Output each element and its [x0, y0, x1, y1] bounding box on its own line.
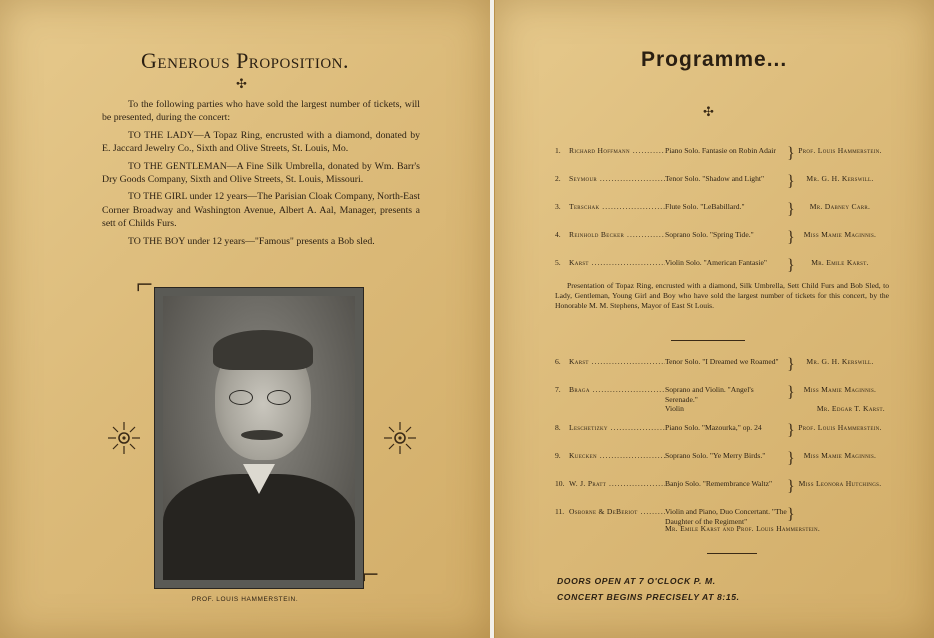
leaf-ornament-icon: ✣	[236, 76, 247, 91]
brace-icon: }	[787, 229, 795, 246]
piece: Banjo Solo. "Remembrance Waltz"	[665, 479, 773, 488]
divider-line	[671, 340, 745, 341]
piece: Tenor Solo. "Shadow and Light"	[665, 174, 765, 183]
composer: Karst .....	[569, 357, 665, 367]
presentation-note: Presentation of Topaz Ring, encrusted with a diamond, Silk Umbrella, Sett Child Furs and Bob Sled, to Lady, Gentleman, Young Girl and Boy who have sold the largest number of tickets for this concert, by the Honorable M. M. Stephens, Mayor of East St Louis.	[555, 281, 889, 310]
programme-item: 3. Terschak ..... Flute Solo. "LeBabillard." } Mr. Dabney Carr.	[555, 202, 885, 221]
piece: Tenor Solo. "I Dreamed we Roamed"	[665, 357, 779, 366]
composer: Seymour .....	[569, 174, 665, 184]
programme-item: 2. Seymour ..... Tenor Solo. "Shadow and Light" } Mr. G. H. Kerswill.	[555, 174, 885, 193]
performer: Mr. Emile Karst.	[811, 258, 869, 267]
concert-start-note: CONCERT BEGINS PRECISELY AT 8:15.	[557, 592, 740, 602]
brace-icon: }	[787, 422, 795, 439]
programme-item: 11. Osborne & DeBeriot ..... Violin and Piano, Duo Concertant. "The Daughter of the Regiment" }	[555, 507, 885, 526]
brace-icon: }	[787, 506, 795, 523]
sunburst-icon	[106, 420, 142, 456]
programme-part-two	[555, 357, 885, 535]
programme-item: 9. Kuecken ..... Soprano Solo. "Ye Merry Birds." } Miss Mamie Maginnis.	[555, 451, 885, 470]
composer: Terschak .....	[569, 202, 665, 212]
brace-icon: }	[787, 145, 795, 162]
brace-icon: }	[787, 356, 795, 373]
piece: Piano Solo. "Mazourka," op. 24	[665, 423, 762, 432]
divider-line	[707, 553, 757, 554]
performer: Miss Mamie Maginnis.	[803, 451, 877, 460]
composer: W. J. Pratt .....	[569, 479, 665, 489]
intro-paragraph: To the following parties who have sold the largest number of tickets, will be presented, during the concert:	[102, 99, 420, 124]
programme-item: 10. W. J. Pratt ..... Banjo Solo. "Remembrance Waltz" } Miss Leonora Hutchings.	[555, 479, 885, 498]
page-title: Generous Proposition.	[141, 48, 349, 73]
brace-icon: }	[787, 478, 795, 495]
piece: Soprano Solo. "Spring Tide."	[665, 230, 754, 239]
brace-icon: }	[787, 257, 795, 274]
award-lady: TO THE LADY—A Topaz Ring, encrusted with a diamond, donated by E. Jaccard Jewelry Co., Sixth and Olive Streets, St. Louis, Mo.	[102, 129, 420, 155]
programme-item: 6. Karst ..... Tenor Solo. "I Dreamed we Roamed" } Mr. G. H. Kerswill.	[555, 357, 885, 376]
composer: Kuecken .....	[569, 451, 665, 461]
right-page	[494, 0, 934, 638]
composer: Osborne & DeBeriot .....	[569, 507, 665, 517]
leaf-ornament-icon: ✣	[703, 104, 714, 119]
award-boy: TO THE BOY under 12 years—"Famous" presents a Bob sled.	[128, 235, 375, 247]
award-gentleman: TO THE GENTLEMAN—A Fine Silk Umbrella, donated by Wm. Barr's Dry Goods Company, Sixth and Olive Streets, St. Louis, Missouri.	[102, 160, 420, 186]
composer: Leschetizky .....	[569, 423, 665, 433]
piece: Violin	[665, 404, 684, 413]
piece: Soprano Solo. "Ye Merry Birds."	[665, 451, 766, 460]
brace-icon: }	[787, 201, 795, 218]
composer: Karst .....	[569, 258, 665, 268]
brace-icon: }	[787, 384, 795, 401]
performer: Mr. Edgar T. Karst.	[816, 404, 885, 413]
performer: Prof. Louis Hammerstein.	[798, 423, 882, 432]
piece: Piano Solo. Fantasie on Robin Adair	[665, 146, 776, 155]
programme-title: Programme...	[641, 48, 788, 71]
photo-caption: PROF. LOUIS HAMMERSTEIN.	[191, 596, 299, 603]
brace-icon: }	[787, 173, 795, 190]
performer: Miss Mamie Maginnis.	[803, 385, 877, 394]
performer: Mr. G. H. Kerswill.	[806, 357, 874, 366]
performer: Miss Mamie Maginnis.	[803, 230, 877, 239]
portrait-photo	[163, 296, 355, 580]
piece: Violin Solo. "American Fantasie"	[665, 258, 767, 267]
programme-part-one	[555, 146, 885, 286]
portrait-frame	[154, 287, 364, 589]
award-girl: TO THE GIRL under 12 years—The Parisian Cloak Company, North-East Corner Broadway and Washington Avenue, Albert A. Aal, Manager, presents a sett of Childs Furs.	[102, 191, 420, 230]
flourish-icon: ⌐	[362, 558, 379, 591]
closing-performers: Mr. Emile Karst and Prof. Louis Hammerstein.	[665, 524, 821, 533]
composer: Richard Hoffmann .....	[569, 146, 665, 156]
programme-item: 1. Richard Hoffmann ..... Piano Solo. Fantasie on Robin Adair } Prof. Louis Hammerstein.	[555, 146, 885, 165]
performer: Prof. Louis Hammerstein.	[798, 146, 882, 155]
programme-item: 5. Karst ..... Violin Solo. "American Fantasie" } Mr. Emile Karst.	[555, 258, 885, 277]
performer: Mr. Dabney Carr.	[809, 202, 871, 211]
flourish-icon: ⌐	[136, 268, 153, 301]
programme-item: 8. Leschetizky ..... Piano Solo. "Mazourka," op. 24 } Prof. Louis Hammerstein.	[555, 423, 885, 442]
performer: Mr. G. H. Kerswill.	[806, 174, 874, 183]
piece: Flute Solo. "LeBabillard."	[665, 202, 745, 211]
sunburst-icon	[382, 420, 418, 456]
programme-item: 4. Reinhold Becker ..... Soprano Solo. "Spring Tide." } Miss Mamie Maginnis.	[555, 230, 885, 249]
doors-open-note: DOORS OPEN AT 7 O'CLOCK P. M.	[557, 576, 716, 586]
award-text	[102, 98, 420, 252]
composer: Reinhold Becker .....	[569, 230, 665, 240]
composer: Braga .....	[569, 385, 665, 395]
programme-item: 7. Braga ..... Soprano and Violin. "Angel's Serenade." } Miss Mamie Maginnis. Violin Mr. Edgar T. Karst.	[555, 385, 885, 414]
performer: Miss Leonora Hutchings.	[798, 479, 882, 488]
piece: Soprano and Violin. "Angel's Serenade."	[665, 385, 754, 404]
piece: Violin and Piano, Duo Concertant. "The Daughter of the Regiment"	[665, 507, 787, 526]
brace-icon: }	[787, 450, 795, 467]
